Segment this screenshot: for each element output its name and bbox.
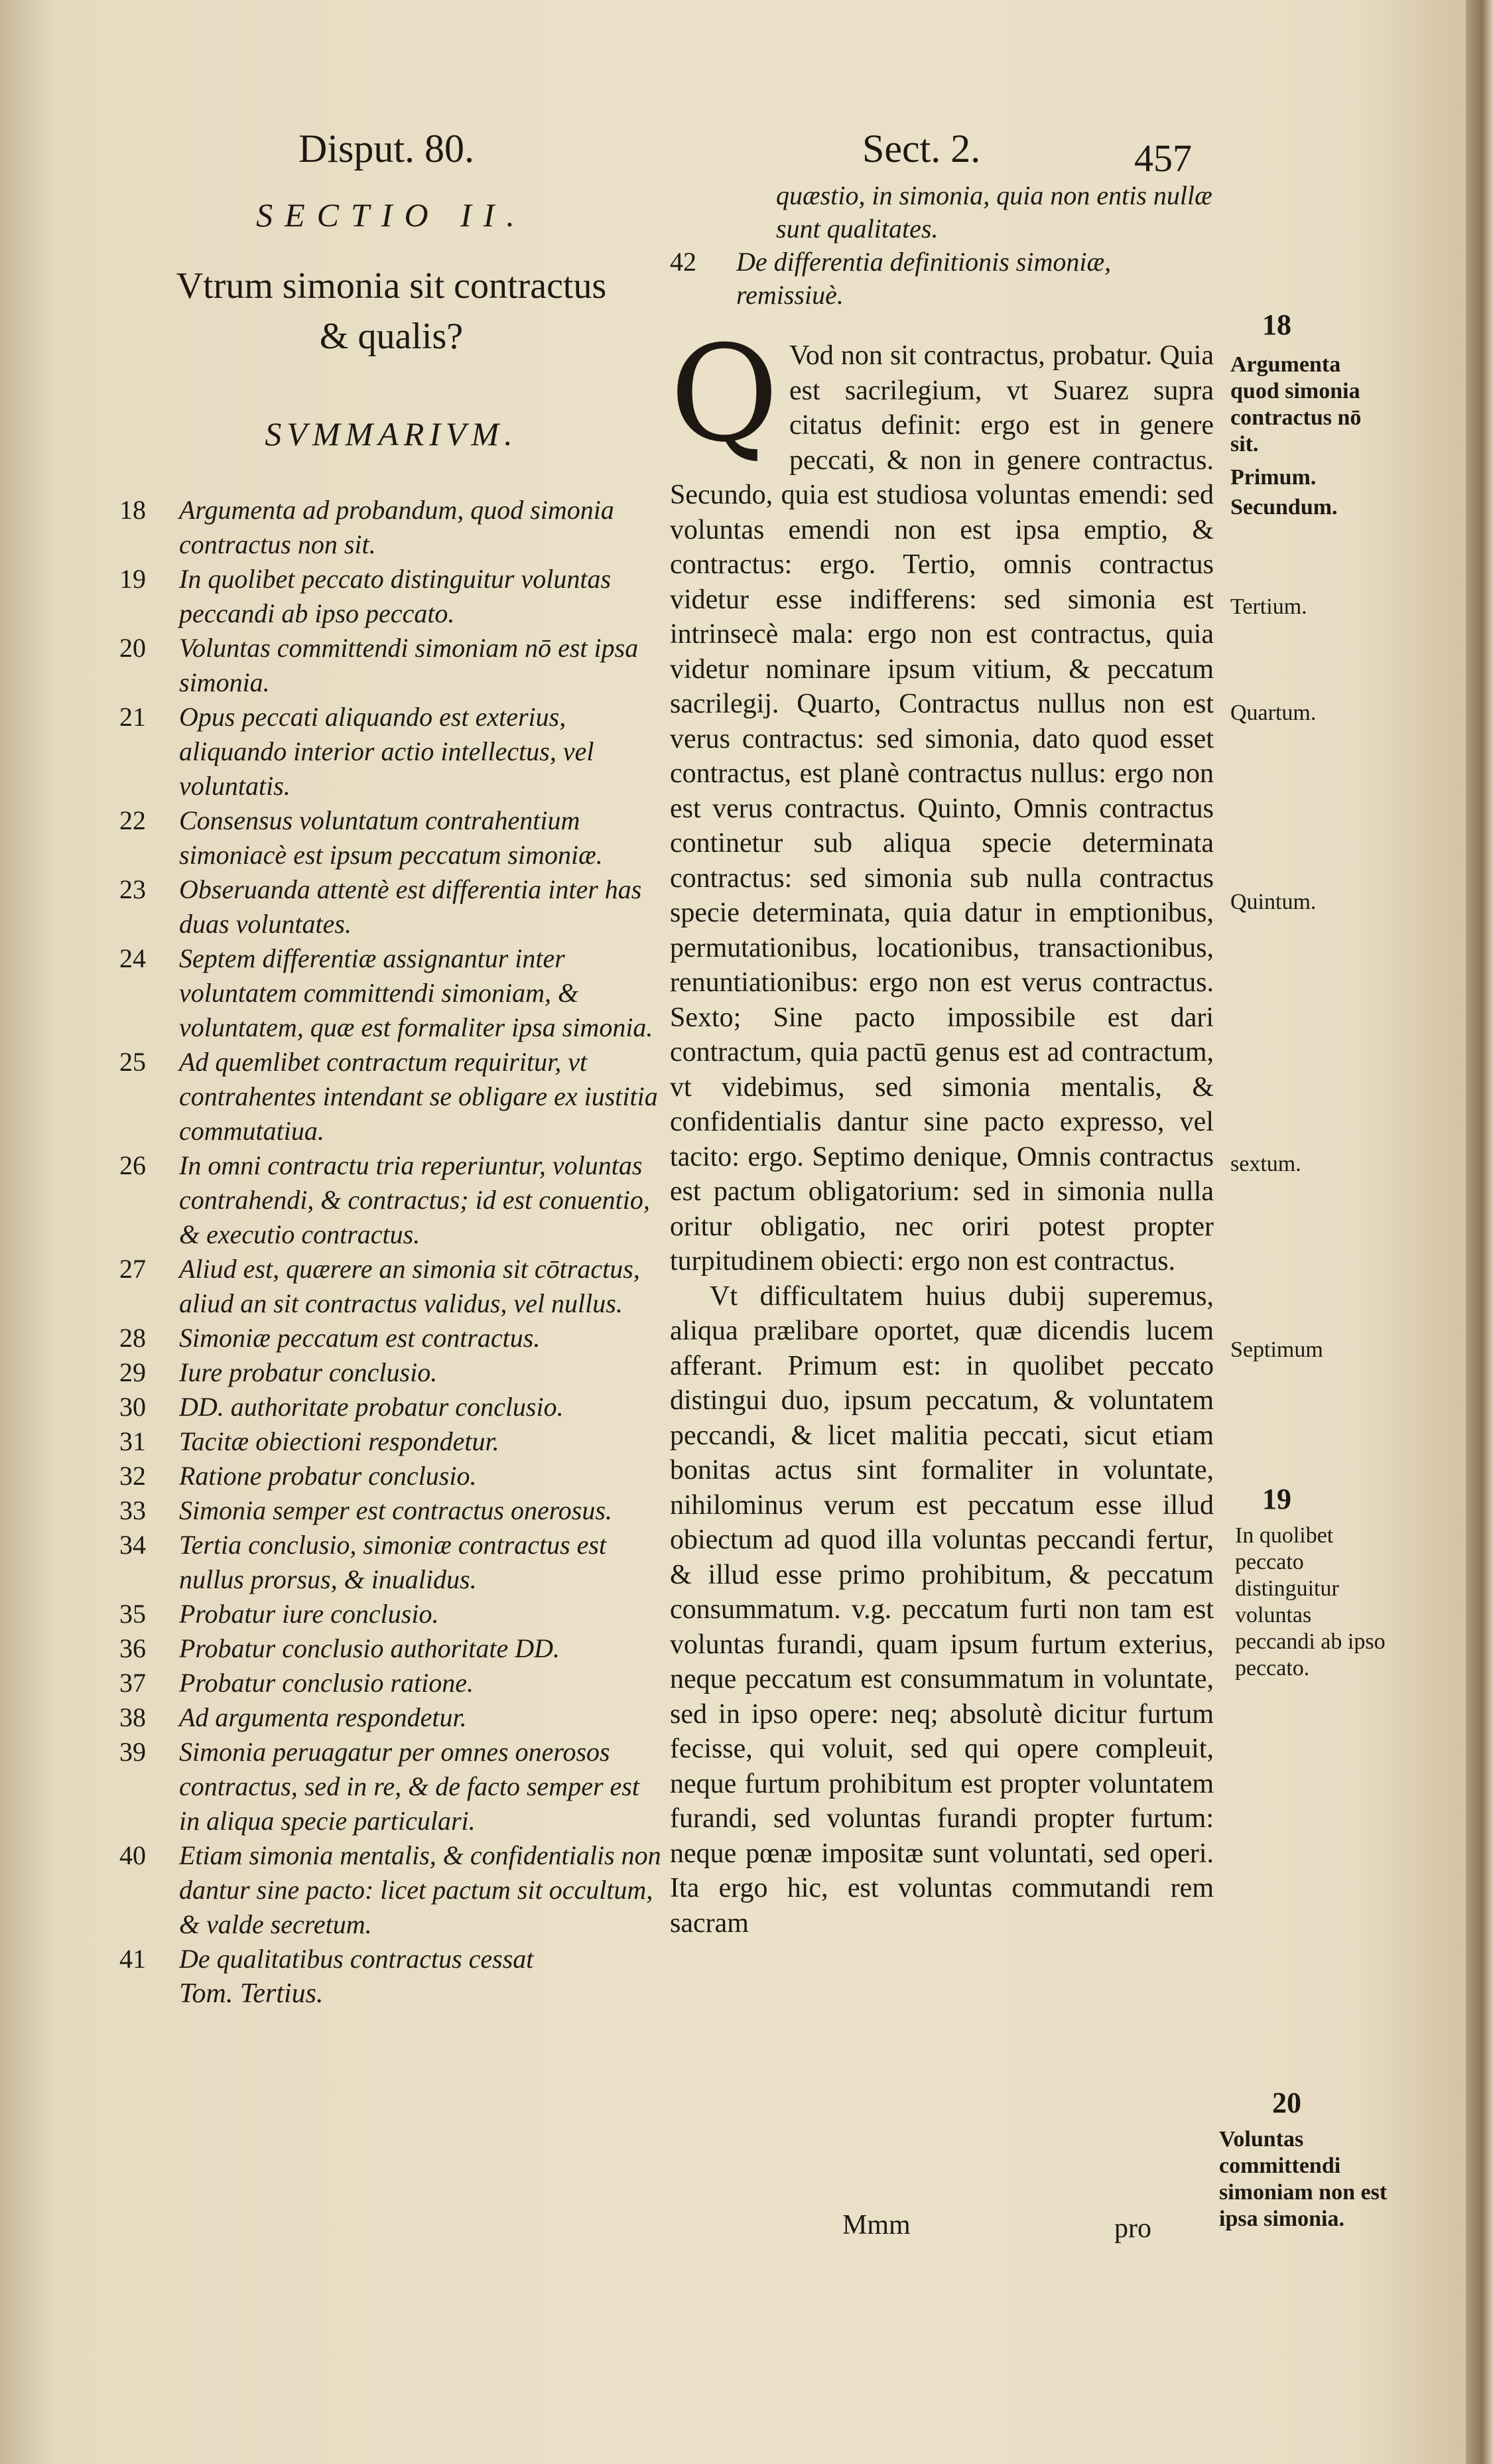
summary-list	[119, 493, 663, 1976]
margin-tertium: Tertium.	[1230, 594, 1307, 619]
summary-item-number: 32	[119, 1461, 146, 1491]
question-title	[119, 261, 663, 362]
summary-continuation: quæstio, in simonia, quia non entis nullæ sunt qualitates.	[776, 180, 1212, 243]
summary-item-text: Aliud est, quærere an simonia sit cōtractus, aliud an sit contractus validus, vel nullus.	[179, 1254, 640, 1318]
summary-item	[119, 1355, 663, 1390]
summary-item-number: 40	[119, 1840, 146, 1870]
summary-item	[119, 1390, 663, 1424]
summary-item	[119, 1942, 663, 1976]
summary-item	[119, 1735, 663, 1838]
summary-item	[119, 1252, 663, 1321]
summary-item-text: DD. authoritate probatur conclusio.	[179, 1392, 564, 1422]
summary-item-number: 22	[119, 805, 146, 835]
margin-sextum: sextum.	[1230, 1152, 1301, 1176]
summary-item-text: Ad quemlibet contractum requiritur, vt contrahentes intendant se obligare ex iustitia commutatiua.	[179, 1047, 658, 1146]
summary-item	[119, 700, 663, 803]
summary-item	[119, 1321, 663, 1355]
summary-item-number: 34	[119, 1530, 146, 1560]
signature-mark: Mmm	[842, 2210, 911, 2240]
summary-item-number: 23	[119, 874, 146, 904]
margin-note-number: 20	[1272, 2087, 1301, 2119]
summary-item-number: 30	[119, 1392, 146, 1422]
summary-item-number: 21	[119, 702, 146, 732]
summary-item-number: 25	[119, 1047, 146, 1077]
summary-item	[119, 1148, 663, 1252]
drop-capital: Q	[670, 317, 779, 472]
summary-item-text: Consensus voluntatum contrahentium simoniacè est ipsum peccatum simoniæ.	[179, 805, 603, 870]
summary-item	[119, 1838, 663, 1942]
summary-item-text: Simonia semper est contractus onerosus.	[179, 1495, 612, 1525]
section-heading: SECTIO II.	[256, 196, 527, 234]
summary-item-number: 35	[119, 1599, 146, 1629]
volume-footer: Tom. Tertius.	[179, 1978, 324, 2009]
summary-item	[119, 631, 663, 700]
summary-item-text: Etiam simonia mentalis, & confidentialis non dantur sine pacto: licet pactum sit occultum, & valde secretum.	[179, 1840, 661, 1939]
summary-item-number: 20	[119, 633, 146, 663]
summary-item-text: Tacitæ obiectioni respondetur.	[179, 1426, 499, 1456]
summary-item-text: Tertia conclusio, simoniæ contractus est nullus prorsus, & inualidus.	[179, 1530, 607, 1594]
margin-primum: Primum.	[1230, 465, 1317, 490]
summary-item-text: Obseruanda attentè est differentia inter has duas voluntates.	[179, 874, 642, 939]
summary-item	[119, 872, 663, 941]
header-disputatio: Disput. 80.	[298, 127, 475, 171]
summary-item	[119, 1424, 663, 1459]
summary-item-number: 37	[119, 1668, 146, 1698]
summary-item-number: 24	[119, 943, 146, 973]
header-sectio: Sect. 2.	[862, 127, 981, 171]
margin-note-18	[1230, 308, 1323, 341]
summary-item-number: 19	[119, 564, 146, 594]
summary-item-number: 29	[119, 1357, 146, 1387]
page-number: 457	[1134, 137, 1192, 180]
summary-item-text: In quolibet peccato distinguitur voluntas peccandi ab ipso peccato.	[179, 564, 612, 628]
summary-item	[119, 1045, 663, 1148]
summary-item-number: 36	[119, 1633, 146, 1663]
margin-quintum: Quintum.	[1230, 890, 1317, 914]
summary-item-number: 33	[119, 1495, 146, 1525]
summary-item-text: Opus peccati aliquando est exterius, aliquando interior actio intellectus, vel voluntatis.	[179, 702, 594, 801]
margin-note-20-text: Voluntas committendi simoniam non est ipsa simonia.	[1219, 2127, 1388, 2231]
margin-note-20	[1240, 2087, 1333, 2119]
summary-item	[119, 803, 663, 872]
summary-item-text: Ad argumenta respondetur.	[179, 1702, 467, 1732]
summary-item	[119, 1597, 663, 1631]
body-paragraph-1	[670, 317, 1214, 1279]
summary-item-text: De qualitatibus contractus cessat	[179, 1944, 534, 1974]
margin-note-number: 18	[1262, 308, 1291, 341]
margin-quartum: Quartum.	[1230, 701, 1317, 725]
left-column	[119, 196, 663, 2010]
summary-item	[119, 941, 663, 1045]
margin-septimum: Septimum	[1230, 1337, 1323, 1362]
catchword: pro	[1114, 2213, 1151, 2244]
page-edge	[1466, 0, 1493, 2464]
summary-item-text: Probatur conclusio ratione.	[179, 1668, 474, 1698]
question-title-line-1: Vtrum simonia sit contractus	[176, 265, 607, 307]
summary-item	[119, 562, 663, 631]
summary-item-text: Ratione probatur conclusio.	[179, 1461, 477, 1491]
summary-item-number: 26	[119, 1150, 146, 1180]
margin-note-number: 19	[1262, 1483, 1291, 1515]
summary-item-number: 18	[119, 495, 146, 525]
margin-note-19-text: In quolibet peccato distinguitur voluntas peccandi ab ipso peccato.	[1235, 1523, 1386, 1680]
question-title-line-2: & qualis?	[319, 316, 464, 357]
summary-item	[119, 1666, 663, 1700]
summary-item	[119, 1493, 663, 1528]
summary-item	[119, 1700, 663, 1735]
right-column	[670, 179, 1214, 1941]
summary-item	[119, 1528, 663, 1597]
summary-item-number: 41	[119, 1944, 146, 1974]
margin-note-18-text: Argumenta quod simonia contractus nō sit.	[1230, 352, 1362, 456]
summary-item-text: De differentia definitionis simoniæ, remissiuè.	[736, 247, 1112, 310]
summary-item-text: Septem differentiæ assignantur inter voluntatem committendi simoniam, & voluntatem, quæ est formaliter ipsa simonia.	[179, 943, 653, 1042]
summarium-heading: SVMMARIVM.	[265, 415, 518, 452]
summary-item-42	[670, 245, 1214, 312]
summary-item	[119, 1631, 663, 1666]
summary-item-number: 31	[119, 1426, 146, 1456]
summary-item-text: Argumenta ad probandum, quod simonia contractus non sit.	[179, 495, 614, 559]
summary-item-number: 38	[119, 1702, 146, 1732]
summary-item-text: Simoniæ peccatum est contractus.	[179, 1323, 541, 1353]
summary-item-text: Probatur conclusio authoritate DD.	[179, 1633, 560, 1663]
margin-secundum: Secundum.	[1230, 495, 1338, 519]
body-paragraph-1-text: Vod non sit contractus, probatur. Quia est sacrilegium, vt Suarez supra citatus definit: ergo est in genere peccati, & non in genere contractus. Secundo, quia est studiosa voluntas emendi: sed voluntas emendi non est ipsa emptio, & contractus: ergo. Tertio, omnis contractus videtur esse indifferens: sed simonia est intrinsecè mala: ergo non est contractus, quia videtur nominare ipsum vitium, & peccatum sacrilegij. Quarto, Contractus nullus non est verus contractus: sed simonia, dato quod esset contractus, est planè contractus nullus: ergo non est verus contractus. Quinto, Omnis contractus continetur sub aliqua specie determinata contractus: sed simonia sub nulla contractus specie determinata, quia datur in emptionibus, permutationibus, locationibus, transactionibus, renuntiationibus: ergo non est verus contractus. Sexto; Sine pacto impossibile est dari contractum, quia pactū genus est ad contractum, vt videbimus, sed simonia mentalis, & confidentialis dantur sine pacto expresso, vel tacito: ergo. Septimo denique, Omnis contractus est pactum obligatorium: sed in simonia nulla oritur obligatio, nec oriri potest propter turpitudinem obiecti: ergo non est contractus.	[670, 340, 1214, 1276]
summary-item-number: 27	[119, 1254, 146, 1284]
summary-item-number: 28	[119, 1323, 146, 1353]
summary-item-number: 39	[119, 1737, 146, 1767]
summary-item-number: 42	[670, 247, 696, 277]
summary-item	[119, 1459, 663, 1493]
summary-item-text: Voluntas committendi simoniam nō est ipsa simonia.	[179, 633, 639, 697]
margin-note-19	[1230, 1483, 1323, 1515]
summary-item-text: Iure probatur conclusio.	[179, 1357, 438, 1387]
body-paragraph-2: Vt difficultatem huius dubij superemus, aliqua prælibare oportet, quæ dicendis lucem afferant. Primum est: in quolibet peccato distingui duo, ipsum peccatum, & voluntatem peccandi, & licet malitia peccati, sicut etiam bonitas actus sint formaliter in voluntate, nihilominus verum est peccatum esse illud obiectum ad quod illa voluntas peccandi fertur, & illud esse primo prohibitum, & peccatum consummatum. v.g. peccatum furti non tam est voluntas furandi, quam ipsum furtum exterius, neque peccatum est consummatum in voluntate, sed in ipso opere: neq; absolutè dicitur furtum fecisse, qui voluit, sed qui opere compleuit, neque furtum prohibitum est propter voluntatem furandi, sed voluntas furandi propter furtum: neque pœnæ impositæ sunt voluntati, sed operi. Ita ergo hic, est voluntas commutandi rem sacram	[670, 1280, 1214, 1939]
summary-item-text: Probatur iure conclusio.	[179, 1599, 439, 1629]
summary-item-text: In omni contractu tria reperiuntur, voluntas contrahendi, & contractus; id est conuentio, & executio contractus.	[179, 1150, 650, 1249]
summary-item	[119, 493, 663, 562]
summary-item-text: Simonia peruagatur per omnes onerosos contractus, sed in re, & de facto semper est in aliqua specie particulari.	[179, 1737, 639, 1836]
